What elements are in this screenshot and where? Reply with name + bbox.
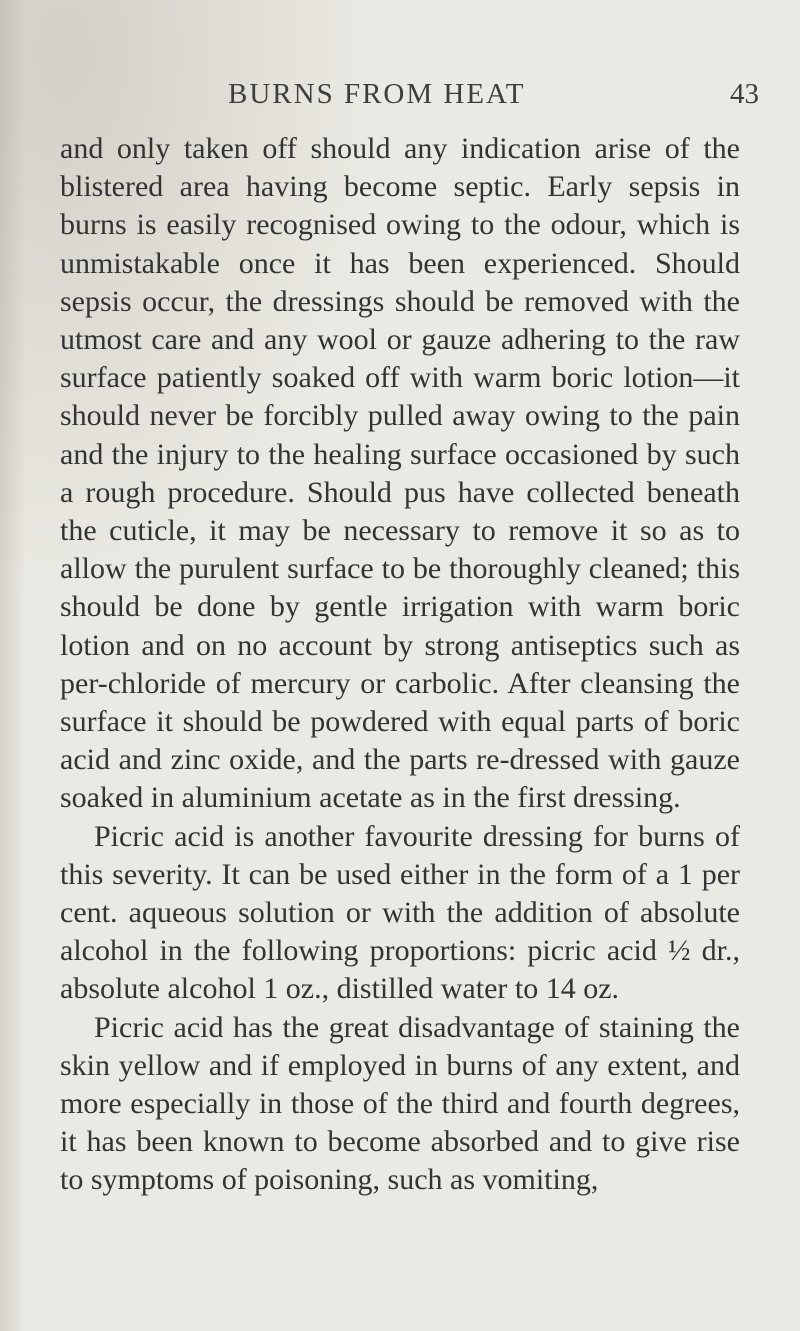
running-head-title: BURNS FROM HEAT xyxy=(228,78,526,110)
paragraph-picric-acid-dressing: Picric acid is another favourite dressing for burns of this severity. It can be used either in the form of a 1 per cent. aqueous solution or with the addition of absolute alcohol in the following proportions: picric acid ½ dr., absolute alcohol 1 oz., distilled water to 14 oz. xyxy=(60,819,740,1006)
body-text xyxy=(60,130,740,1200)
running-head xyxy=(0,78,800,118)
page-number: 43 xyxy=(730,78,759,110)
paragraph-sepsis-treatment: and only taken off should any indication arise of the blistered area having become septic. Early sepsis in burns is easily recognised owing to the odour, which is unmistakable once it has been experienced. Should sepsis occur, the dressings should be removed with the utmost care and any wool or gauze adhering to the raw surface patiently soaked off with warm boric lotion—it should never be forcibly pulled away owing to the pain and the injury to the healing surface occasioned by such a rough procedure. Should pus have collected beneath the cuticle, it may be necessary to remove it so as to allow the purulent surface to be thoroughly cleaned; this should be done by gentle irrigation with warm boric lotion and on no account by strong antiseptics such as per-chloride of mercury or carbolic. After cleansing the surface it should be powdered with equal parts of boric acid and zinc oxide, and the parts re-dressed with gauze soaked in aluminium acetate as in the first dressing. xyxy=(60,132,740,815)
paragraph-picric-acid-disadvantage: Picric acid has the great disadvantage of staining the skin yellow and if employed in burns of any extent, and more especially in those of the third and fourth degrees, it has been known to become absorbed and to give rise to symptoms of poisoning, such as vomiting, xyxy=(60,1010,740,1197)
